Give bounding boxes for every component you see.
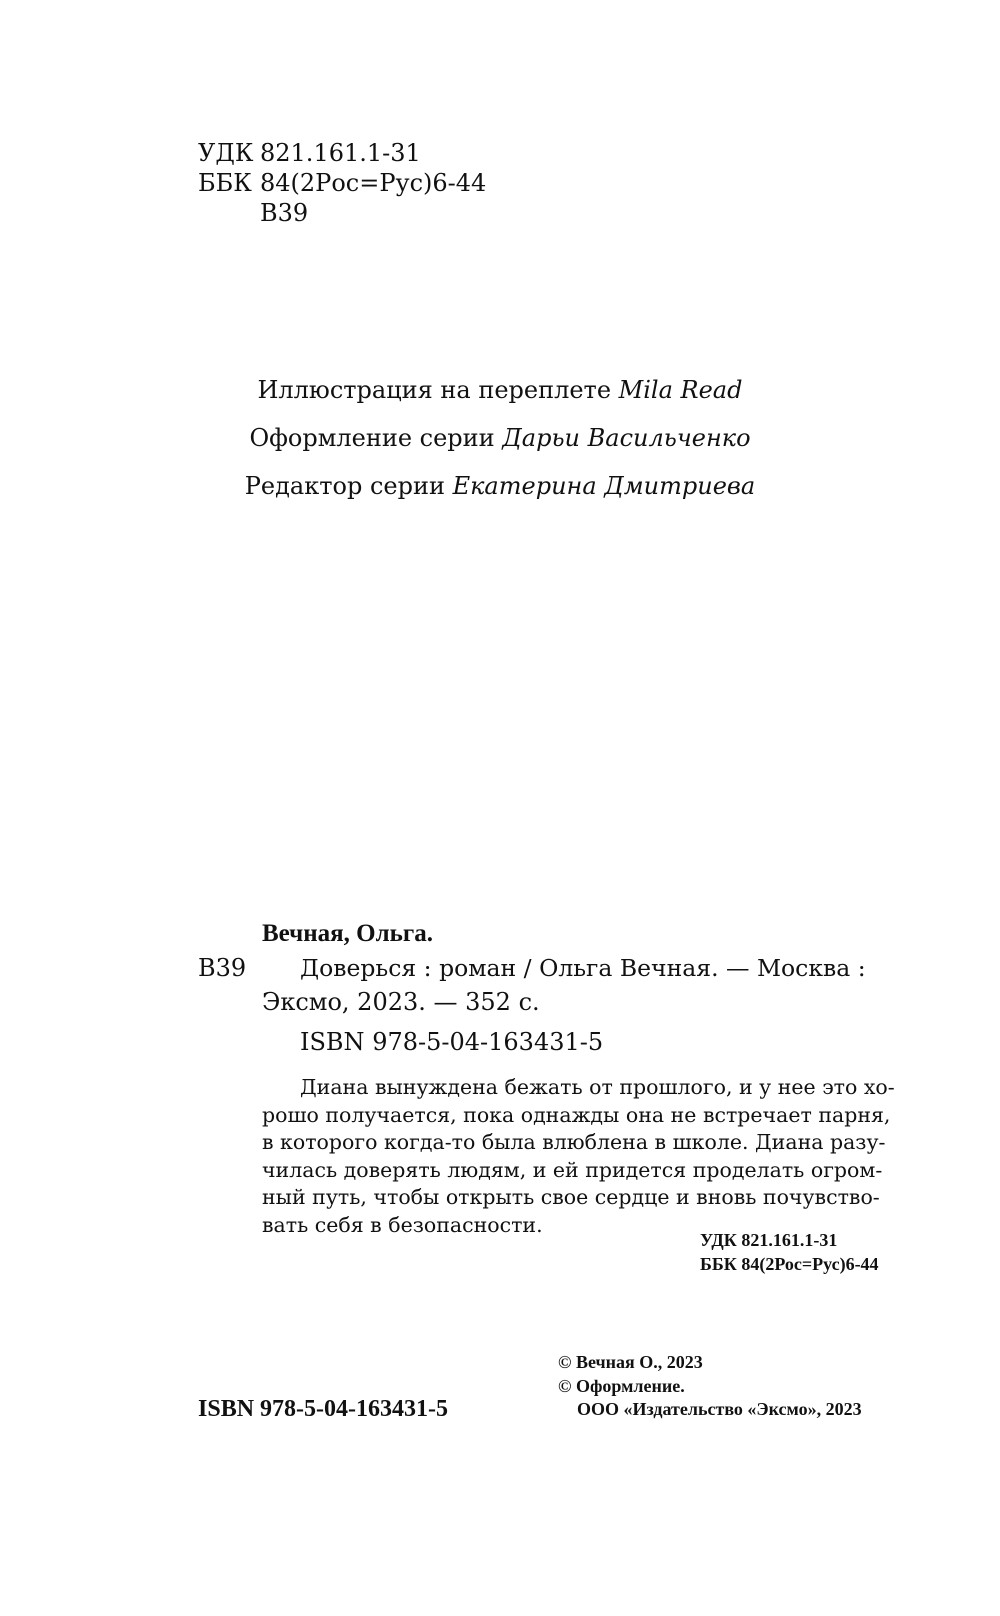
credit-role: Оформление серии — [249, 424, 495, 452]
copyright-design: © Оформление. — [558, 1376, 685, 1396]
credit-illustration — [0, 376, 1000, 404]
annotation-line: чилась доверять людям, и ей придется проделать огром- — [262, 1157, 883, 1182]
annotation — [262, 1074, 900, 1239]
bib-line2: Эксмо, 2023. — 352 с. — [262, 988, 540, 1016]
credit-name: Екатерина Дмитриева — [452, 472, 756, 500]
credit-series-design — [0, 424, 1000, 452]
copyright-author: © Вечная О., 2023 — [558, 1352, 703, 1372]
bib-author: Вечная, Ольга. — [262, 920, 433, 947]
credit-role: Иллюстрация на переплете — [257, 376, 612, 404]
author-mark: В39 — [260, 199, 309, 227]
annotation-line: в которого когда-то была влюблена в школе. Диана разу- — [262, 1130, 886, 1154]
udk-row — [198, 138, 486, 168]
annotation-line: ный путь, чтобы открыть свое сердце и вновь почувство- — [262, 1185, 880, 1209]
copyright-publisher: ООО «Издательство «Эксмо», 2023 — [577, 1399, 862, 1419]
credit-name: Mila Read — [618, 376, 743, 404]
bbk-bottom: ББК 84(2Рос=Рус)6-44 — [700, 1254, 879, 1274]
annotation-line: рошо получается, пока однажды она не встречает парня, — [262, 1102, 891, 1127]
bbk-value: 84(2Рос=Рус)6-44 — [260, 169, 487, 197]
bbk-row — [198, 168, 486, 198]
annotation-line: Диана вынуждена бежать от прошлого, и у нее это хо- — [300, 1075, 895, 1099]
udk-label: УДК — [198, 139, 254, 167]
credit-series-editor — [0, 472, 1000, 500]
bbk-label: ББК — [198, 169, 252, 197]
annotation-line: вать себя в безопасности. — [262, 1212, 543, 1237]
bib-line1: Доверься : роман / Ольга Вечная. — Москва : — [300, 954, 866, 982]
classification-top — [198, 138, 486, 228]
credit-role: Редактор серии — [244, 472, 445, 500]
bib-isbn: ISBN 978-5-04-163431-5 — [300, 1028, 604, 1056]
udk-bottom: УДК 821.161.1-31 — [700, 1230, 838, 1250]
author-mark-row — [198, 198, 486, 228]
credit-name: Дарьи Васильченко — [502, 424, 751, 452]
footer-isbn: ISBN 978-5-04-163431-5 — [198, 1396, 448, 1422]
udk-value: 821.161.1-31 — [260, 139, 421, 167]
bib-mark: В39 — [198, 954, 247, 982]
